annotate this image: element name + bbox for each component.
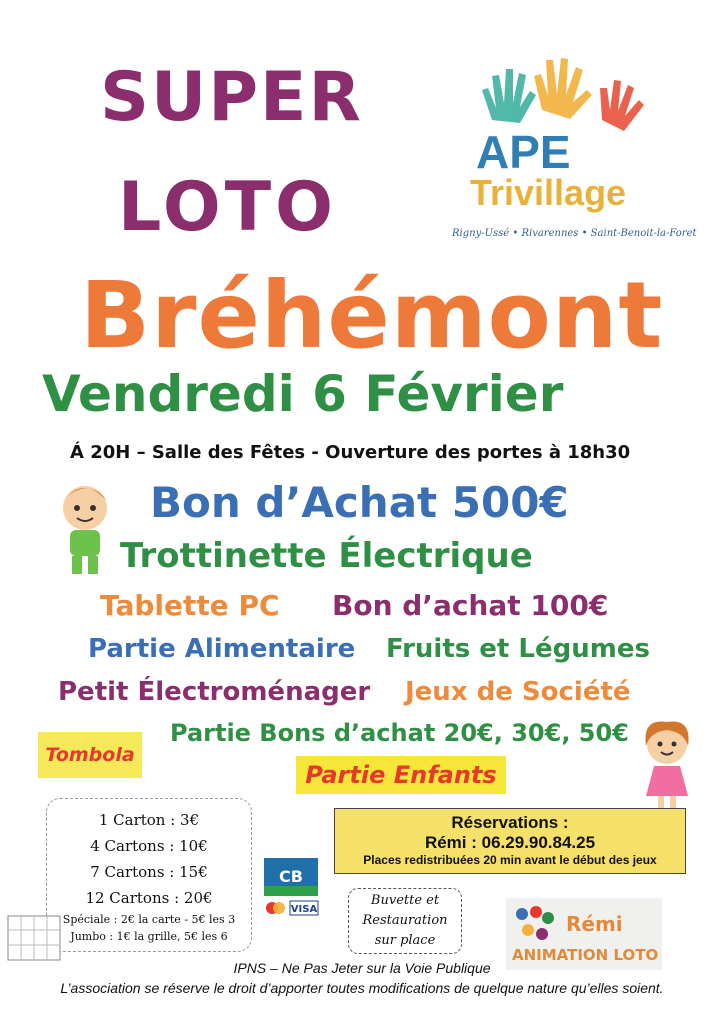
- buvette-box: [348, 888, 462, 954]
- prize-tablet: Tablette PC: [100, 589, 280, 622]
- animator-name: Rémi: [566, 912, 623, 936]
- footer-ipns: IPNS – Ne Pas Jeter sur la Voie Publique: [233, 960, 491, 976]
- prize-voucher-500: Bon d’Achat 500€: [150, 478, 569, 527]
- logo-towns: Rigny-Ussé • Rivarennes • Saint-Benoit-la-Foret: [452, 228, 697, 239]
- prize-fruits: Fruits et Légumes: [386, 634, 650, 664]
- price-row: 1 Carton : 3€: [98, 811, 200, 829]
- price-speciale: Spéciale : 2€ la carte - 5€ les 3: [62, 913, 236, 926]
- title-loto: LOTO: [118, 168, 337, 247]
- event-hours: Á 20H – Salle des Fêtes - Ouverture des portes à 18h30: [70, 442, 631, 463]
- children-game-badge: Partie Enfants: [296, 756, 506, 794]
- title-super: SUPER: [100, 58, 363, 137]
- town-name: Bréhémont: [80, 262, 664, 369]
- prize-appliance: Petit Électroménager: [58, 677, 371, 707]
- reservations-note: Places redistribuées 20 min avant le début des jeux: [363, 853, 657, 867]
- logo-trivillage: Trivillage: [470, 172, 627, 213]
- loto-balls-icon: [512, 904, 556, 944]
- visa-label: VISA: [290, 904, 318, 915]
- buvette-line: Buvette et: [370, 893, 440, 908]
- price-row: 7 Cartons : 15€: [90, 863, 208, 881]
- reservations-title: Réservations :: [451, 813, 569, 832]
- price-row: 12 Cartons : 20€: [85, 889, 213, 907]
- price-jumbo: Jumbo : 1€ la grille, 5€ les 6: [70, 930, 228, 943]
- girl-clipart-icon: [634, 716, 700, 812]
- pricing-box: [46, 798, 252, 952]
- footer-disclaimer: L’association se réserve le droit d’apporter toutes modifications de quelque nature qu’elles soient.: [60, 980, 664, 996]
- reservations-box: [334, 808, 686, 874]
- card-payment-icon: [262, 856, 320, 920]
- prize-vouchers-small: Partie Bons d’achat 20€, 30€, 50€: [170, 719, 629, 747]
- buvette-line: sur place: [374, 933, 436, 948]
- animator-label: ANIMATION LOTO: [512, 946, 659, 964]
- logo-ape: APE: [476, 126, 571, 178]
- prize-food: Partie Alimentaire: [88, 634, 356, 664]
- buvette-line: Restauration: [362, 913, 448, 928]
- reservations-contact: Rémi : 06.29.90.84.25: [424, 833, 596, 852]
- prize-scooter: Trottinette Électrique: [120, 536, 533, 576]
- cb-label: CB: [279, 867, 303, 886]
- boy-clipart-icon: [50, 478, 120, 578]
- prize-voucher-100: Bon d’achat 100€: [332, 589, 609, 622]
- event-date: Vendredi 6 Février: [42, 365, 564, 423]
- tombola-badge: Tombola: [38, 732, 142, 778]
- price-row: 4 Cartons : 10€: [90, 837, 208, 855]
- prize-games: Jeux de Société: [405, 677, 631, 707]
